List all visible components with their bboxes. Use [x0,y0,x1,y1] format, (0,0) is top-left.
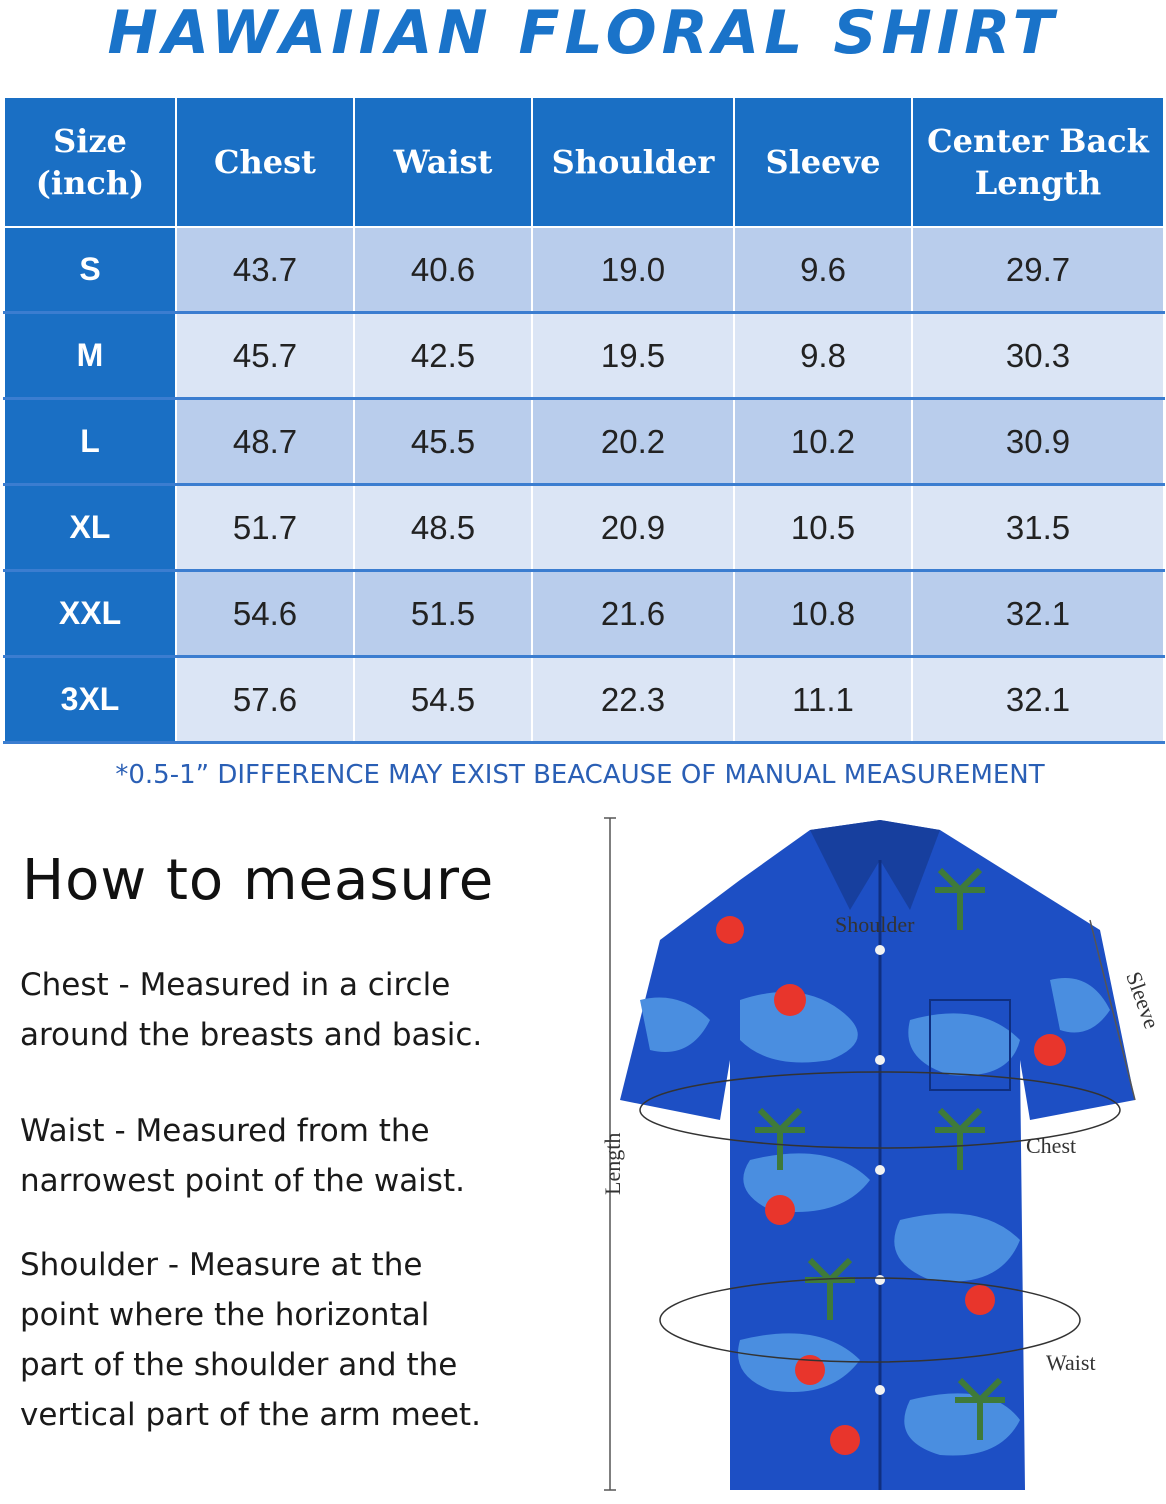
flower-icon [765,1195,795,1225]
size-cell: L [4,399,176,485]
waist-instruction: Waist - Measured from the narrowest point of the waist. [20,1113,465,1199]
shoulder-cell: 19.5 [532,313,734,399]
shoulder-label: Shoulder [835,912,915,937]
table-row [4,571,1164,657]
header-chest: Chest [176,97,354,227]
size-chart-table [3,96,1165,744]
shirt-illustration [580,800,1166,1500]
shoulder-cell: 20.2 [532,399,734,485]
chest-label: Chest [1026,1133,1077,1158]
shoulder-cell: 19.0 [532,227,734,313]
table-row [4,227,1164,313]
header-shoulder: Shoulder [532,97,734,227]
waist-cell: 40.6 [354,227,532,313]
waist-cell: 51.5 [354,571,532,657]
length-label: Length [600,1132,625,1195]
shoulder-cell: 22.3 [532,657,734,743]
chest-cell: 54.6 [176,571,354,657]
sleeve-cell: 10.2 [734,399,912,485]
header-sleeve: Sleeve [734,97,912,227]
size-cell: S [4,227,176,313]
flower-icon [830,1425,860,1455]
length-cell: 30.3 [912,313,1164,399]
chest-instruction: Chest - Measured in a circle around the breasts and basic. [20,967,483,1053]
sleeve-cell: 11.1 [734,657,912,743]
table-row [4,657,1164,743]
length-cell: 31.5 [912,485,1164,571]
waist-cell: 54.5 [354,657,532,743]
flower-icon [774,984,806,1016]
sleeve-cell: 10.8 [734,571,912,657]
sleeve-label: Sleeve [1121,968,1165,1032]
flower-icon [1034,1034,1066,1066]
chest-cell: 51.7 [176,485,354,571]
size-cell: XL [4,485,176,571]
waist-cell: 42.5 [354,313,532,399]
waist-cell: 48.5 [354,485,532,571]
table-row [4,485,1164,571]
size-cell: M [4,313,176,399]
size-cell: 3XL [4,657,176,743]
waist-label: Waist [1046,1350,1096,1375]
how-to-measure-title: How to measure [22,848,495,913]
table-row [4,399,1164,485]
flower-icon [965,1285,995,1315]
length-cell: 29.7 [912,227,1164,313]
length-cell: 30.9 [912,399,1164,485]
shoulder-cell: 21.6 [532,571,734,657]
header-size: Size (inch) [4,97,176,227]
shoulder-cell: 20.9 [532,485,734,571]
chest-cell: 57.6 [176,657,354,743]
chest-cell: 43.7 [176,227,354,313]
sleeve-cell: 10.5 [734,485,912,571]
flower-icon [716,916,744,944]
shoulder-instruction: Shoulder - Measure at the point where the horizontal part of the shoulder and the vertical part of the arm meet. [20,1247,481,1433]
waist-cell: 45.5 [354,399,532,485]
sleeve-cell: 9.6 [734,227,912,313]
length-cell: 32.1 [912,571,1164,657]
chest-cell: 48.7 [176,399,354,485]
chest-cell: 45.7 [176,313,354,399]
length-cell: 32.1 [912,657,1164,743]
table-header-row [4,97,1164,227]
sleeve-cell: 9.8 [734,313,912,399]
shirt-measurement-figure [580,800,1166,1500]
table-row [4,313,1164,399]
header-center-back-length: Center Back Length [912,97,1164,227]
measurement-note: *0.5-1” DIFFERENCE MAY EXIST BEACAUSE OF MANUAL MEASUREMENT [115,760,1045,790]
page-title: HAWAIIAN FLORAL SHIRT [107,0,1059,68]
header-waist: Waist [354,97,532,227]
size-cell: XXL [4,571,176,657]
